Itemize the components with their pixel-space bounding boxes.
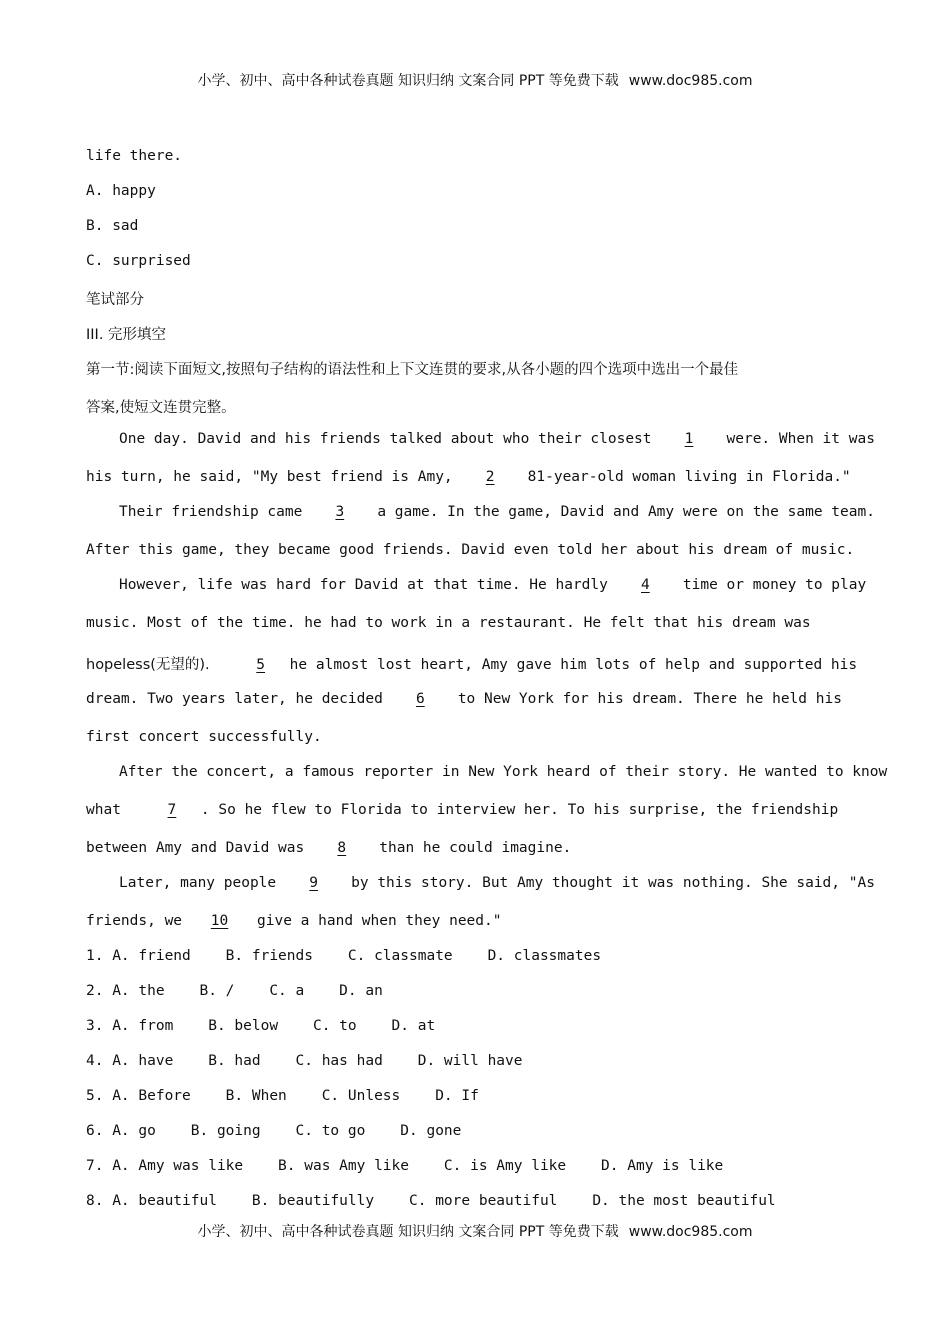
instruction-line-1: 第一节:阅读下面短文,按照句子结构的语法性和上下文连贯的要求,从各小题的四个选项中选出一个最佳	[86, 362, 739, 378]
blank-4: 4	[641, 577, 650, 593]
passage-line: After the concert, a famous reporter in New York heard of their story. He wanted to know	[119, 764, 888, 780]
passage-text: dream. Two years later, he decided	[86, 691, 383, 707]
instruction-line-2: 答案,使短文连贯完整。	[86, 400, 236, 416]
passage-line: music. Most of the time. he had to work in a restaurant. He felt that his dream was	[86, 615, 811, 631]
blank-6: 6	[415, 691, 425, 707]
passage-text: than he could imagine.	[379, 840, 572, 856]
footer-url: www.doc985.com	[628, 1224, 753, 1240]
passage-line	[119, 504, 875, 520]
text-line: life there.	[86, 148, 183, 164]
option-a: A. happy	[86, 183, 156, 199]
blank-5: 5	[256, 657, 266, 673]
question-2: 2. A. the B. / C. a D. an	[86, 983, 383, 999]
question-7: 7. A. Amy was like B. was Amy like C. is Amy like D. Amy is like	[86, 1158, 724, 1174]
question-4: 4. A. have B. had C. has had D. will have	[86, 1053, 523, 1069]
header-text: 小学、初中、高中各种试卷真题 知识归纳 文案合同 PPT 等免费下载	[197, 73, 619, 89]
passage-line	[119, 577, 866, 593]
passage-text: Their friendship came	[119, 504, 303, 520]
passage-text: by this story. But Amy thought it was nothing. She said, "As	[351, 875, 875, 891]
passage-text: a game. In the game, David and Amy were on the same team.	[377, 504, 875, 520]
passage-line	[86, 840, 571, 856]
passage-text: between Amy and David was	[86, 840, 305, 856]
blank-8: 8	[337, 840, 347, 856]
option-b: B. sad	[86, 218, 139, 234]
passage-line	[86, 691, 842, 707]
blank-9: 9	[309, 875, 318, 891]
passage-text: Later, many people	[119, 875, 277, 891]
passage-text: 81-year-old woman living in Florida."	[527, 469, 851, 485]
passage-line: After this game, they became good friends. David even told her about his dream of music.	[86, 542, 855, 558]
header-url: www.doc985.com	[628, 73, 753, 89]
passage-text: One day. David and his friends talked about who their closest	[119, 431, 652, 447]
page-header	[0, 70, 950, 90]
passage-line	[86, 653, 857, 674]
question-8: 8. A. beautiful B. beautifully C. more beautiful D. the most beautiful	[86, 1193, 776, 1209]
passage-line	[86, 802, 838, 818]
passage-text: to New York for his dream. There he held his	[457, 691, 842, 707]
page-footer	[0, 1221, 950, 1241]
passage-line	[86, 913, 501, 929]
passage-text: give a hand when they need."	[257, 913, 502, 929]
blank-3: 3	[335, 504, 345, 520]
part-title: III. 完形填空	[86, 327, 167, 343]
passage-text: were. When it was	[726, 431, 875, 447]
blank-10: 10	[210, 913, 229, 929]
blank-1: 1	[684, 431, 694, 447]
passage-line: first concert successfully.	[86, 729, 322, 745]
question-1: 1. A. friend B. friends C. classmate D. classmates	[86, 948, 602, 964]
passage-text: what	[86, 802, 121, 818]
passage-line	[119, 431, 875, 447]
question-3: 3. A. from B. below C. to D. at	[86, 1018, 436, 1034]
blank-2: 2	[485, 469, 495, 485]
passage-text: friends, we	[86, 913, 183, 929]
passage-text: hopeless(无望的).	[86, 657, 210, 673]
section-label: 笔试部分	[86, 292, 144, 308]
option-c: C. surprised	[86, 253, 191, 269]
passage-text: he almost lost heart, Amy gave him lots of help and supported his	[289, 657, 858, 673]
passage-text: time or money to play	[682, 577, 867, 593]
passage-text: his turn, he said, "My best friend is Amy,	[86, 469, 453, 485]
passage-text: However, life was hard for David at that time. He hardly	[119, 577, 608, 593]
question-6: 6. A. go B. going C. to go D. gone	[86, 1123, 462, 1139]
blank-7: 7	[167, 802, 177, 818]
passage-line	[86, 469, 851, 485]
passage-text: . So he flew to Florida to interview her. To his surprise, the friendship	[200, 802, 839, 818]
question-5: 5. A. Before B. When C. Unless D. If	[86, 1088, 479, 1104]
passage-line	[119, 875, 875, 891]
footer-text: 小学、初中、高中各种试卷真题 知识归纳 文案合同 PPT 等免费下载	[197, 1224, 619, 1240]
